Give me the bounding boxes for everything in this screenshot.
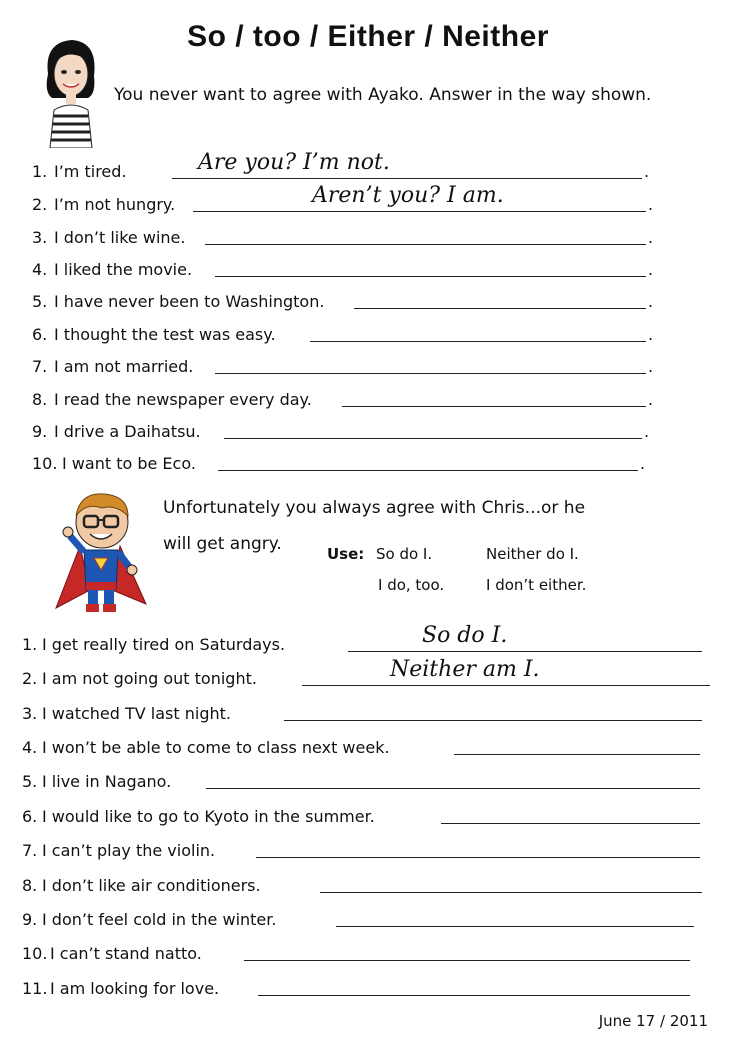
answer-line[interactable] (348, 633, 702, 652)
exercise-prompt: I’m tired. (54, 162, 127, 181)
exercise-prompt: I am not married. (54, 357, 194, 376)
answer-line[interactable] (310, 323, 646, 342)
section2-instruction-line1: Unfortunately you always agree with Chris...or he (163, 498, 586, 518)
exercise-row (32, 226, 656, 250)
answer-line[interactable] (244, 942, 690, 961)
use-option-so-do-i: So do I. (376, 545, 433, 563)
exercise-row (22, 839, 710, 863)
answer-line[interactable] (342, 388, 646, 407)
exercise-row (32, 323, 656, 347)
exercise-row (32, 258, 656, 282)
exercise-row (22, 942, 700, 966)
exercise-number: 5. (32, 292, 48, 311)
exercise-row (32, 420, 652, 444)
exercise-prompt: I won’t be able to come to class next week. (42, 738, 390, 757)
exercise-row (22, 657, 720, 691)
answer-line[interactable] (224, 420, 642, 439)
exercise-number: 6. (32, 325, 48, 344)
exercise-number: 4. (22, 738, 38, 757)
line-period: . (648, 325, 654, 344)
exercise-number: 9. (32, 422, 48, 441)
answer-line[interactable] (206, 770, 700, 789)
line-period: . (648, 228, 654, 247)
handwritten-answer: Aren’t you? I am. (312, 183, 504, 208)
exercise-prompt: I would like to go to Kyoto in the summer. (42, 807, 375, 826)
answer-line[interactable] (454, 736, 700, 755)
use-option-neither-do-i: Neither do I. (486, 545, 579, 563)
answer-line[interactable] (258, 977, 690, 996)
exercise-prompt: I liked the movie. (54, 260, 193, 279)
exercise-number: 1. (22, 635, 38, 654)
exercise-prompt: I read the newspaper every day. (54, 390, 312, 409)
exercise-number: 8. (22, 876, 38, 895)
answer-line[interactable] (441, 805, 700, 824)
use-label: Use: (327, 545, 365, 563)
line-period: . (644, 422, 650, 441)
exercise-number: 10. (32, 454, 58, 473)
exercise-row (32, 150, 652, 184)
exercise-number: 2. (32, 195, 48, 214)
exercise-prompt: I have never been to Washington. (54, 292, 325, 311)
line-period: . (648, 292, 654, 311)
line-period: . (648, 390, 654, 409)
answer-line[interactable] (215, 258, 646, 277)
exercise-number: 10. (22, 944, 48, 963)
answer-line[interactable] (354, 290, 646, 309)
exercise-number: 7. (22, 841, 38, 860)
exercise-number: 2. (22, 669, 38, 688)
line-period: . (648, 260, 654, 279)
exercise-prompt: I don’t like wine. (54, 228, 186, 247)
exercise-number: 8. (32, 390, 48, 409)
exercise-prompt: I want to be Eco. (62, 454, 196, 473)
exercise-row (22, 874, 712, 898)
exercise-number: 11. (22, 979, 48, 998)
exercise-prompt: I drive a Daihatsu. (54, 422, 201, 441)
exercise-prompt: I can’t stand natto. (50, 944, 202, 963)
exercise-prompt: I get really tired on Saturdays. (42, 635, 286, 654)
line-period: . (648, 357, 654, 376)
exercise-number: 3. (32, 228, 48, 247)
exercise-prompt: I watched TV last night. (42, 704, 231, 723)
line-period: . (648, 195, 654, 214)
exercise-row (22, 623, 712, 657)
section2-instruction-line2: will get angry. (163, 534, 282, 554)
exercise-row (32, 452, 648, 476)
exercise-prompt: I don’t like air conditioners. (42, 876, 261, 895)
exercise-number: 7. (32, 357, 48, 376)
answer-line[interactable] (256, 839, 700, 858)
exercise-prompt: I can’t play the violin. (42, 841, 216, 860)
answer-line[interactable] (320, 874, 702, 893)
handwritten-answer: Are you? I’m not. (198, 150, 390, 175)
answer-line[interactable] (336, 908, 694, 927)
use-option-i-do-too: I do, too. (378, 576, 445, 594)
exercise-number: 6. (22, 807, 38, 826)
exercise-row (22, 702, 712, 726)
exercise-row (32, 183, 656, 217)
answer-line[interactable] (205, 226, 646, 245)
exercise-row (22, 770, 710, 794)
chris-superhero-caricature (50, 486, 150, 614)
exercise-row (22, 977, 700, 1001)
exercise-row (22, 805, 710, 829)
answer-line[interactable] (284, 702, 702, 721)
exercise-prompt: I am looking for love. (50, 979, 220, 998)
line-period: . (640, 454, 646, 473)
exercise-number: 1. (32, 162, 48, 181)
exercise-row (32, 355, 656, 379)
exercise-number: 9. (22, 910, 38, 929)
exercise-prompt: I thought the test was easy. (54, 325, 276, 344)
ayako-caricature (38, 36, 102, 148)
section1-instruction: You never want to agree with Ayako. Answer in the way shown. (114, 85, 652, 105)
answer-line[interactable] (218, 452, 638, 471)
use-option-i-dont-either: I don’t either. (486, 576, 587, 594)
exercise-row (32, 290, 656, 314)
worksheet-date: June 17 / 2011 (598, 1012, 708, 1030)
exercise-prompt: I live in Nagano. (42, 772, 172, 791)
exercise-prompt: I’m not hungry. (54, 195, 176, 214)
exercise-row (22, 736, 710, 760)
exercise-row (32, 388, 656, 412)
exercise-prompt: I am not going out tonight. (42, 669, 257, 688)
handwritten-answer: So do I. (422, 623, 508, 648)
exercise-row (22, 908, 704, 932)
handwritten-answer: Neither am I. (390, 657, 540, 682)
exercise-prompt: I don’t feel cold in the winter. (42, 910, 277, 929)
exercise-number: 4. (32, 260, 48, 279)
exercise-number: 5. (22, 772, 38, 791)
answer-line[interactable] (215, 355, 646, 374)
exercise-number: 3. (22, 704, 38, 723)
worksheet-title: So / too / Either / Neither (187, 20, 549, 53)
line-period: . (644, 162, 650, 181)
